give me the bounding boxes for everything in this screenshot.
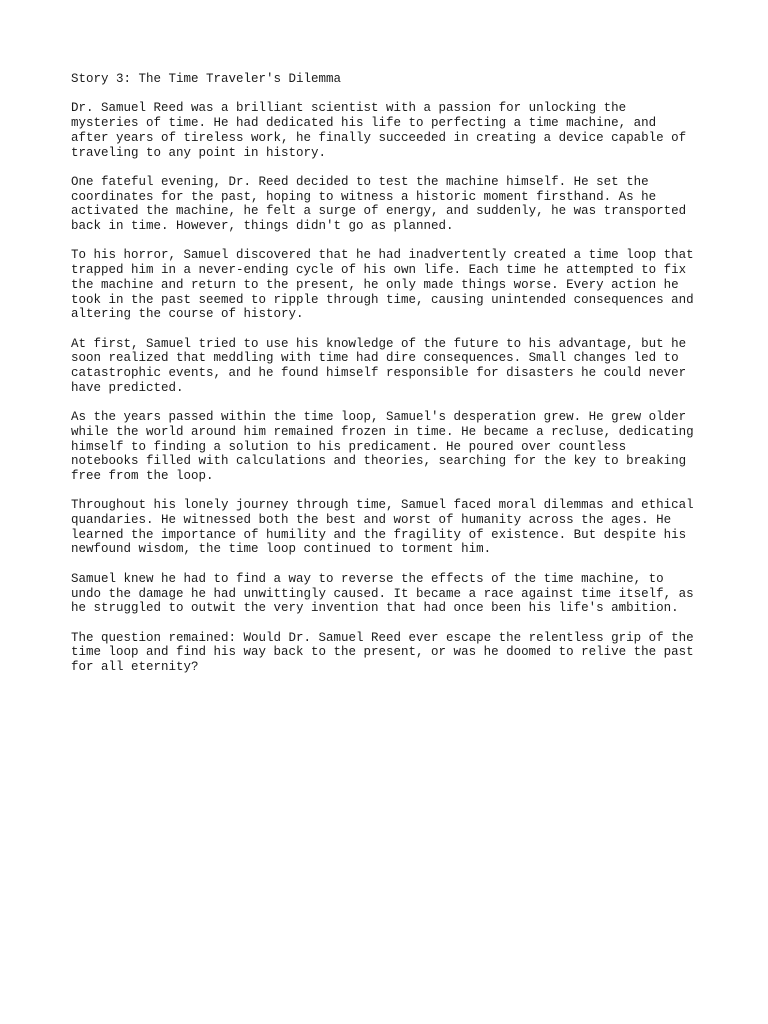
text-line: altering the course of history.: [71, 307, 304, 322]
text-line: soon realized that meddling with time had dire consequences. Small changes led to: [71, 351, 679, 366]
text-line: To his horror, Samuel discovered that he had inadvertently created a time loop that: [71, 248, 694, 263]
text-line: notebooks filled with calculations and theories, searching for the key to breaking: [71, 454, 687, 469]
text-line: mysteries of time. He had dedicated his life to perfecting a time machine, and: [71, 116, 657, 131]
text-line: free from the loop.: [71, 468, 214, 483]
paragraph: [71, 248, 711, 322]
paragraph: [71, 498, 711, 557]
text-line: trapped him in a never-ending cycle of his own life. Each time he attempted to fix: [71, 263, 687, 278]
text-line: One fateful evening, Dr. Reed decided to test the machine himself. He set the: [71, 174, 649, 189]
text-line: have predicted.: [71, 380, 184, 395]
paragraph: [71, 410, 711, 484]
text-line: for all eternity?: [71, 660, 199, 674]
text-line: while the world around him remained frozen in time. He became a recluse, dedicating: [71, 424, 694, 439]
text-line: took in the past seemed to ripple through time, causing unintended consequences and: [71, 292, 694, 307]
text-line: undo the damage he had unwittingly caused. It became a race against time itself, as: [71, 586, 694, 601]
text-line: learned the importance of humility and the fragility of existence. But despite his: [71, 527, 687, 542]
paragraph: [71, 572, 711, 616]
text-line: At first, Samuel tried to use his knowledge of the future to his advantage, but he: [71, 336, 687, 351]
text-line: The question remained: Would Dr. Samuel Reed ever escape the relentless grip of the: [71, 630, 694, 645]
text-line: coordinates for the past, hoping to witness a historic moment firsthand. As he: [71, 189, 657, 204]
paragraph: [71, 631, 711, 675]
text-line: Throughout his lonely journey through time, Samuel faced moral dilemmas and ethical: [71, 498, 694, 513]
text-line: quandaries. He witnessed both the best and worst of humanity across the ages. He: [71, 513, 672, 527]
text-line: catastrophic events, and he found himself responsible for disasters he could never: [71, 366, 687, 380]
text-line: back in time. However, things didn't go as planned.: [71, 219, 454, 233]
text-line: the machine and return to the present, he only made things worse. Every action he: [71, 277, 679, 292]
text-line: Dr. Samuel Reed was a brilliant scientist with a passion for unlocking the: [71, 101, 627, 116]
text-line: himself to finding a solution to his predicament. He poured over countless: [71, 439, 627, 454]
document-body: [71, 101, 711, 674]
text-line: Samuel knew he had to find a way to reverse the effects of the time machine, to: [71, 571, 664, 586]
text-line: after years of tireless work, he finally succeeded in creating a device capable of: [71, 130, 687, 145]
text-line: As the years passed within the time loop, Samuel's desperation grew. He grew older: [71, 410, 687, 425]
paragraph: [71, 101, 711, 160]
text-line: time loop and find his way back to the present, or was he doomed to relive the past: [71, 645, 694, 660]
paragraph: [71, 337, 711, 396]
text-line: newfound wisdom, the time loop continued to torment him.: [71, 542, 492, 557]
text-line: traveling to any point in history.: [71, 145, 327, 160]
document-title: Story 3: The Time Traveler's Dilemma: [71, 72, 342, 86]
text-line: activated the machine, he felt a surge of energy, and suddenly, he was transported: [71, 204, 687, 219]
document-page: [71, 72, 711, 689]
text-line: he struggled to outwit the very invention that had once been his life's ambition.: [71, 601, 679, 616]
paragraph: [71, 175, 711, 234]
